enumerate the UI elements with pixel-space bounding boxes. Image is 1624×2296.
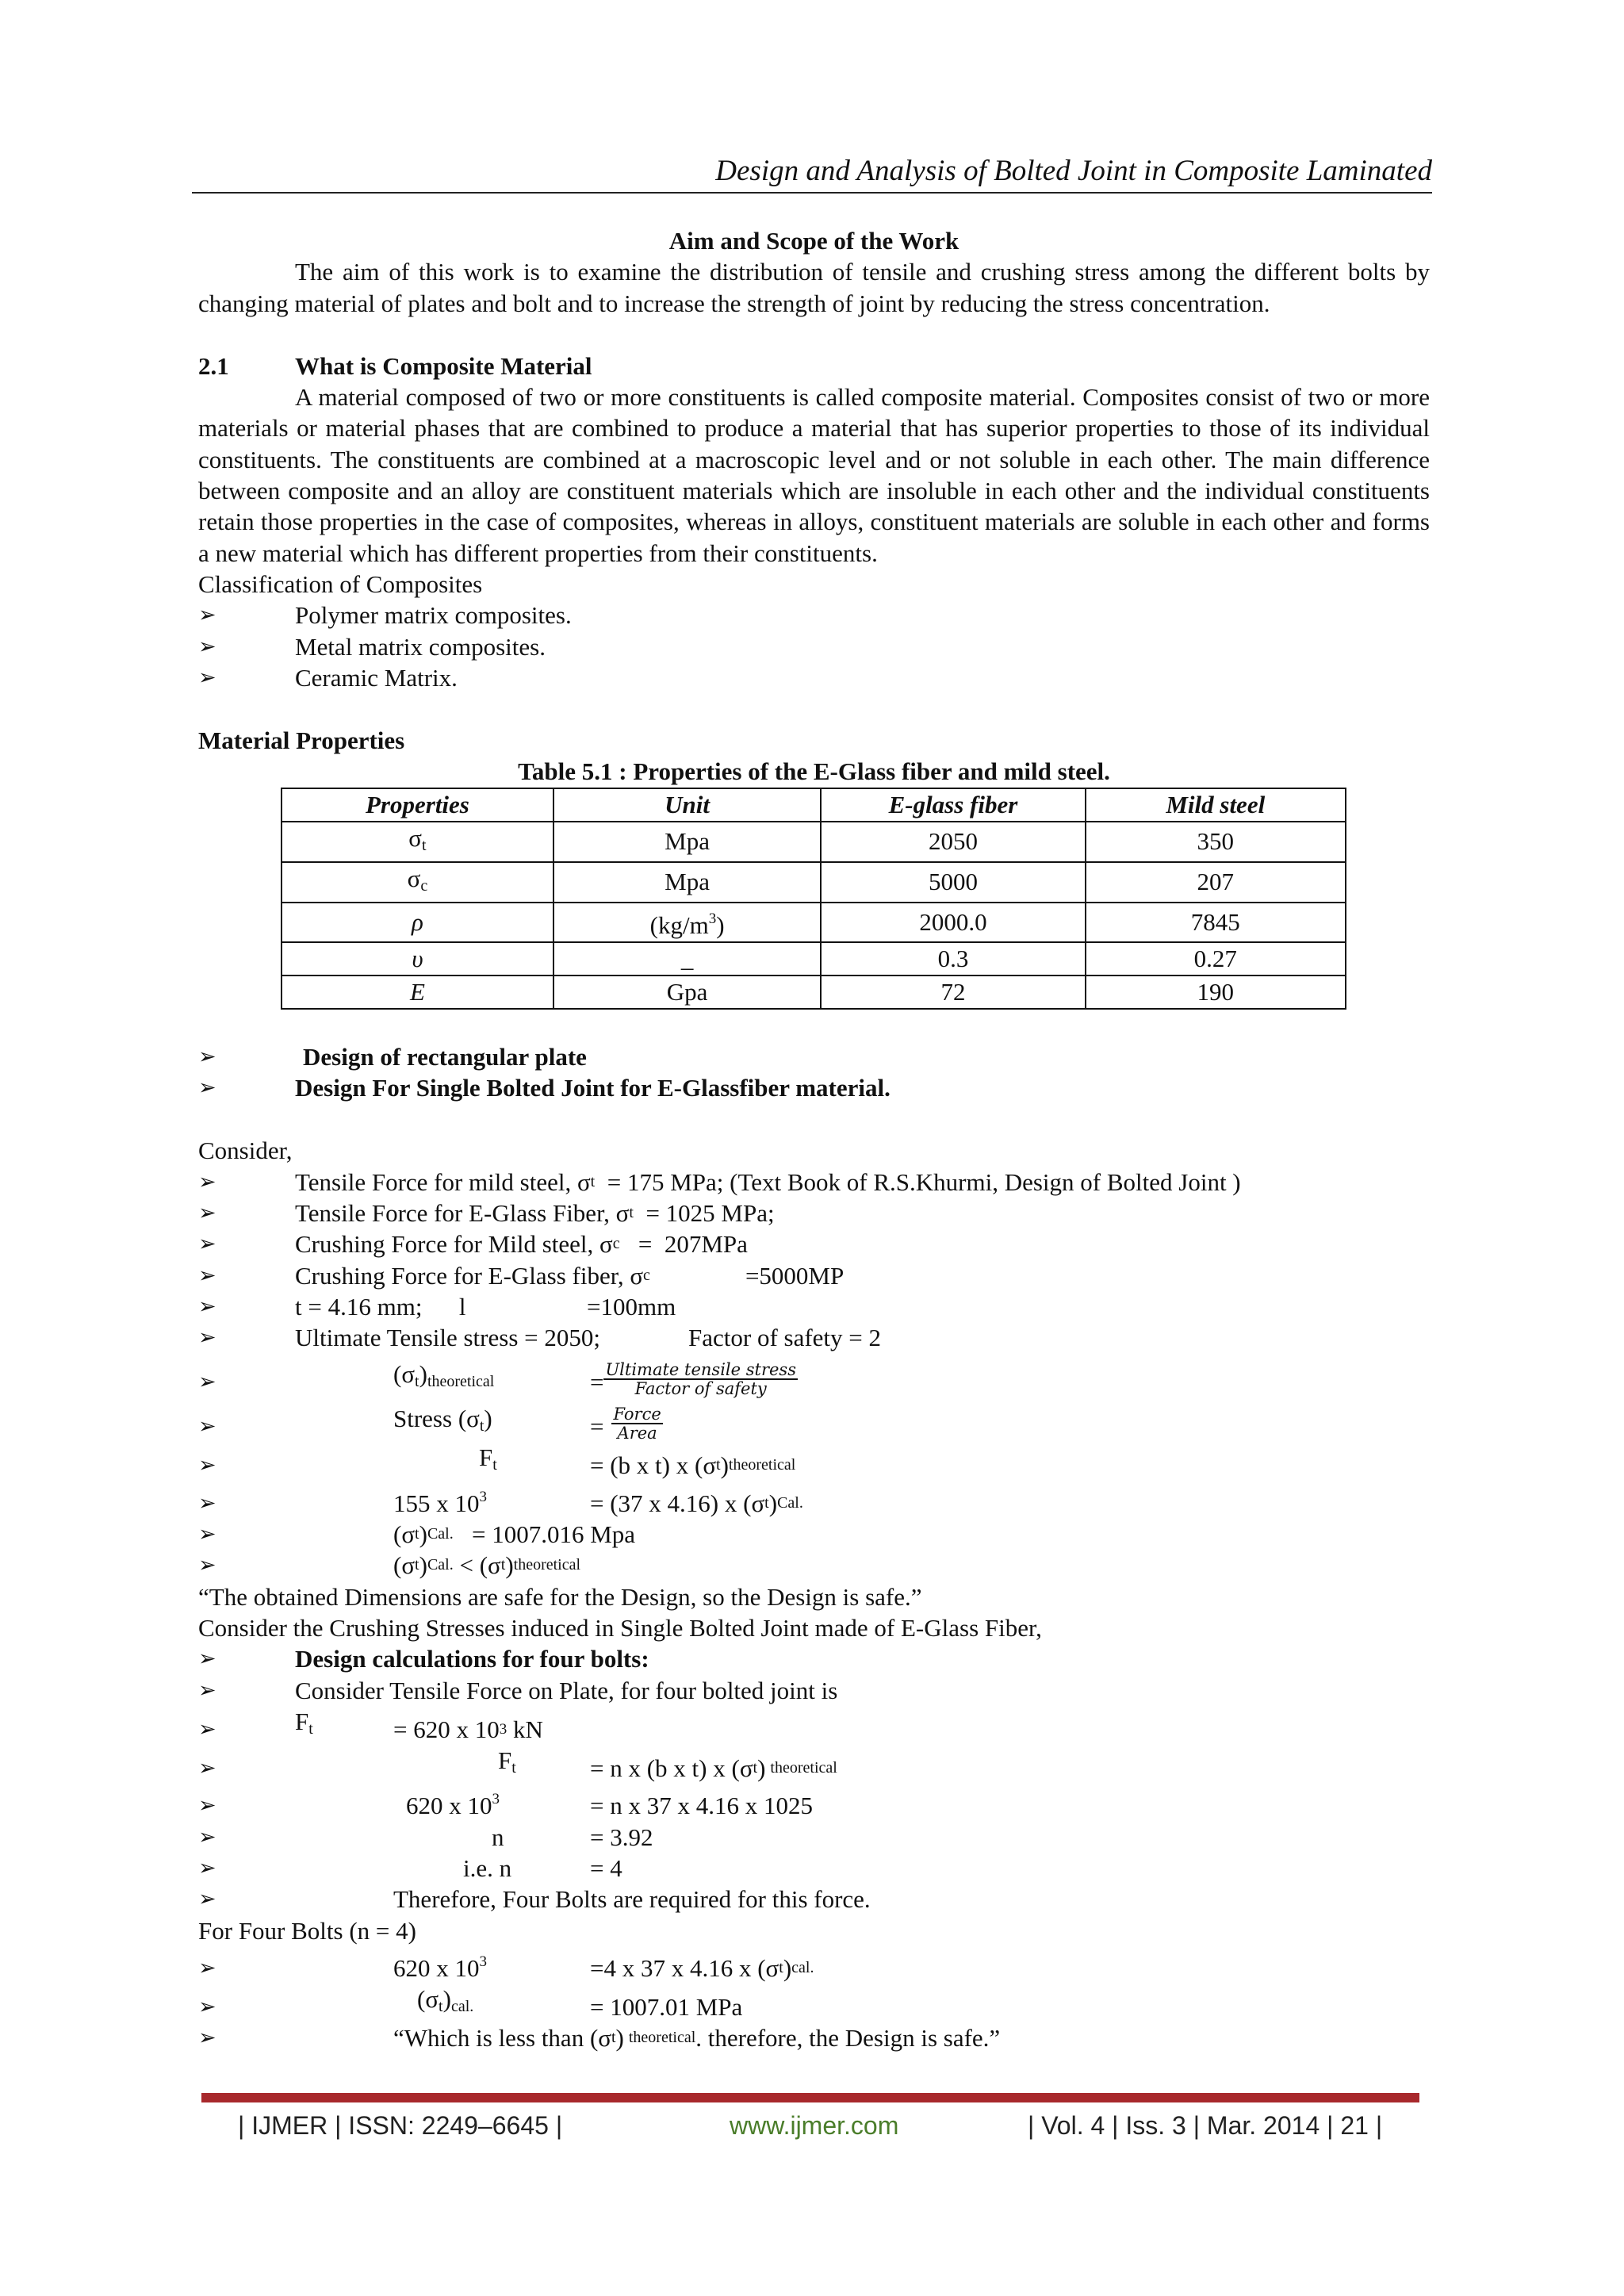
- unit-cell: $(kg/m^3)$: [553, 903, 821, 942]
- list-item: ➢ $F_t$ = n x (b x t) x (σ t ) theoretical: [198, 1745, 1430, 1784]
- table-row: [282, 822, 1346, 862]
- column-header: Properties: [282, 788, 553, 822]
- unit-cell: Mpa: [553, 822, 821, 862]
- list-item: ➢ 620 x $10^3$ = n x 37 x 4.16 x 1025: [198, 1784, 1430, 1821]
- arrowhead-bullet-icon: ➢: [198, 1677, 216, 1703]
- table-caption: Table 5.1 : Properties of the E-Glass fiber and mild steel.: [518, 757, 1110, 786]
- safe-quote: “The obtained Dimensions are safe for the Design, so the Design is safe.”: [198, 1582, 922, 1611]
- section-heading: [198, 351, 1430, 381]
- list-item: ➢ Therefore, Four Bolts are required for this force.: [198, 1884, 1430, 1915]
- body-content: [198, 225, 1430, 2054]
- running-header: Design and Analysis of Bolted Joint in Composite Laminated: [715, 155, 1432, 187]
- list-item: ➢ Design For Single Bolted Joint for E-Glassfiber material.: [198, 1072, 1430, 1103]
- column-header: E-glass fiber: [821, 788, 1085, 822]
- arrowhead-bullet-icon: ➢: [198, 1995, 216, 2020]
- eglass-cell: 5000: [821, 862, 1085, 903]
- list-item: ➢ Design calculations for four bolts:: [198, 1643, 1430, 1674]
- list-item: ➢ 155 x $10^3$ = (37 x 4.16) x (σ t ) Cal.: [198, 1481, 1430, 1519]
- arrowhead-bullet-icon: ➢: [198, 1414, 216, 1439]
- arrowhead-bullet-icon: ➢: [198, 665, 216, 690]
- fraction: $\frac{\text{Force}}{\text{Area}}$: [613, 1405, 661, 1443]
- list-item: ➢ $(\sigma_t)_{theoretical}$ = $\frac{\text{Ultimate tensile stress}}{\text{Factor of safety}}$: [198, 1360, 796, 1399]
- property-cell: $\sigma_t$: [282, 822, 553, 862]
- footer-rule: [201, 2093, 1419, 2102]
- arrowhead-bullet-icon: ➢: [198, 1955, 216, 1980]
- arrowhead-bullet-icon: ➢: [198, 1263, 216, 1288]
- list-item: ➢ (σ t ) Cal. < (σ t ) theoretical: [198, 1550, 1430, 1581]
- arrowhead-bullet-icon: ➢: [198, 1453, 216, 1478]
- arrowhead-bullet-icon: ➢: [198, 1325, 216, 1351]
- table-header-row: [282, 788, 1346, 822]
- list-item: ➢ Metal matrix composites.: [198, 631, 1430, 662]
- list-item: ➢ Crushing Force for Mild steel, σ c = 207MPa: [198, 1228, 1430, 1259]
- list-item: ➢ Polymer matrix composites.: [198, 600, 1430, 631]
- list-item: ➢ Ultimate Tensile stress = 2050; Factor of safety = 2: [198, 1322, 1430, 1353]
- arrowhead-bullet-icon: ➢: [198, 1793, 216, 1819]
- arrowhead-bullet-icon: ➢: [198, 1232, 216, 1257]
- aim-heading: Aim and Scope of the Work: [668, 227, 959, 255]
- steel-cell: 350: [1086, 822, 1346, 862]
- arrowhead-bullet-icon: ➢: [198, 1887, 216, 1912]
- arrowhead-bullet-icon: ➢: [198, 2026, 216, 2051]
- arrowhead-bullet-icon: ➢: [198, 1200, 216, 1225]
- list-item: ➢ i.e. n = 4: [198, 1853, 1430, 1884]
- list-item: ➢ Tensile Force for E-Glass Fiber, σ t = 1025 MPa;: [198, 1198, 1430, 1228]
- eglass-cell: 72: [821, 976, 1085, 1009]
- arrowhead-bullet-icon: ➢: [198, 1756, 216, 1781]
- consider-label: Consider,: [198, 1137, 293, 1165]
- footer-website-link[interactable]: www.ijmer.com: [730, 2111, 899, 2140]
- table-row: [282, 903, 1346, 942]
- arrowhead-bullet-icon: ➢: [198, 1294, 216, 1319]
- property-cell: E: [282, 976, 553, 1009]
- eglass-cell: 2050: [821, 822, 1085, 862]
- list-item: ➢ t = 4.16 mm; l =100mm: [198, 1291, 1430, 1322]
- footer-issue-info: | Vol. 4 | Iss. 3 | Mar. 2014 | 21 |: [1028, 2111, 1383, 2140]
- eglass-cell: 0.3: [821, 942, 1085, 976]
- steel-cell: 0.27: [1086, 942, 1346, 976]
- arrowhead-bullet-icon: ➢: [198, 1646, 216, 1672]
- properties-table: [281, 788, 1346, 1010]
- list-item: ➢ Crushing Force for E-Glass fiber, σ c =5000MP: [198, 1260, 1430, 1291]
- property-cell: ρ: [282, 903, 553, 942]
- steel-cell: 7845: [1086, 903, 1346, 942]
- section-title: What is Composite Material: [295, 351, 592, 380]
- header-rule: [192, 192, 1432, 194]
- eglass-cell: 2000.0: [821, 903, 1085, 942]
- composite-paragraph: A material composed of two or more constituents is called composite material. Composites consist of two or more materials or material phases that are combined to produce a material that has superior properties to those of its individual constituents. The constituents are combined at a macroscopic level and or not soluble in each other. The main difference between composite and an alloy are constituent materials which are insoluble in each other and the individual constituents retain those properties in the case of composites, whereas in alloys, constituent materials are soluble in each other and forms a new material which has different properties from their constituents.: [198, 383, 1430, 567]
- list-item: ➢ (σ t ) Cal. = 1007.016 Mpa: [198, 1519, 1430, 1550]
- list-item: ➢ Ceramic Matrix.: [198, 662, 1430, 693]
- column-header: Mild steel: [1086, 788, 1346, 822]
- arrowhead-bullet-icon: ➢: [198, 1855, 216, 1880]
- classification-title: Classification of Composites: [198, 569, 483, 598]
- list-item: ➢ $(\sigma_t)_{cal.}$ = 1007.01 MPa: [198, 1984, 1430, 2022]
- arrowhead-bullet-icon: ➢: [198, 1716, 216, 1742]
- list-item: ➢ Stress $(\sigma_t)$ = $\frac{\text{Force}}{\text{Area}}$: [198, 1405, 661, 1443]
- fraction: $\frac{\text{Ultimate tensile stress}}{\text{Factor of safety}}$: [605, 1360, 796, 1399]
- list-item: ➢ n = 3.92: [198, 1822, 1430, 1853]
- arrowhead-bullet-icon: ➢: [198, 1824, 216, 1849]
- arrowhead-bullet-icon: ➢: [198, 603, 216, 628]
- table-row: [282, 976, 1346, 1009]
- section-number: 2.1: [198, 351, 229, 380]
- list-item: ➢ $F_t$ = (b x t) x (σ t ) theoretical: [198, 1442, 1430, 1481]
- footer-journal: | IJMER | ISSN: 2249–6645 |: [238, 2111, 563, 2140]
- aim-paragraph: The aim of this work is to examine the distribution of tensile and crushing stress among the different bolts by changing material of plates and bolt and to increase the strength of joint by reducing the stress concentration.: [198, 258, 1430, 317]
- property-cell: υ: [282, 942, 553, 976]
- four-bolts-label: For Four Bolts (n = 4): [198, 1916, 416, 1945]
- list-item: ➢ Tensile Force for mild steel, σ t = 175 MPa; (Text Book of R.S.Khurmi, Design of Bolted Joint ): [198, 1167, 1430, 1198]
- list-item: ➢ Design of rectangular plate: [198, 1041, 1430, 1072]
- arrowhead-bullet-icon: ➢: [198, 1490, 216, 1516]
- steel-cell: 190: [1086, 976, 1346, 1009]
- list-item: ➢ Consider Tensile Force on Plate, for four bolted joint is: [198, 1675, 1430, 1706]
- list-item: ➢ $F_t$ = 620 x 10 3 kN: [198, 1706, 1430, 1745]
- property-cell: $\sigma_c$: [282, 862, 553, 903]
- arrowhead-bullet-icon: ➢: [198, 1075, 216, 1101]
- arrowhead-bullet-icon: ➢: [198, 634, 216, 659]
- arrowhead-bullet-icon: ➢: [198, 1169, 216, 1194]
- table-row: [282, 942, 1346, 976]
- material-heading: Material Properties: [198, 726, 405, 755]
- table-row: [282, 862, 1346, 903]
- arrowhead-bullet-icon: ➢: [198, 1553, 216, 1578]
- arrowhead-bullet-icon: ➢: [198, 1370, 216, 1395]
- arrowhead-bullet-icon: ➢: [198, 1044, 216, 1069]
- unit-cell: Mpa: [553, 862, 821, 903]
- unit-cell: Gpa: [553, 976, 821, 1009]
- list-item: ➢ “Which is less than (σ t ) theoretical . therefore, the Design is safe.”: [198, 2022, 1430, 2053]
- column-header: Unit: [553, 788, 821, 822]
- steel-cell: 207: [1086, 862, 1346, 903]
- crushing-intro: Consider the Crushing Stresses induced in Single Bolted Joint made of E-Glass Fiber,: [198, 1613, 1042, 1642]
- list-item: ➢ 620 x $10^3$ =4 x 37 x 4.16 x (σ t ) cal.: [198, 1946, 1430, 1984]
- unit-cell: _: [553, 942, 821, 976]
- arrowhead-bullet-icon: ➢: [198, 1522, 216, 1547]
